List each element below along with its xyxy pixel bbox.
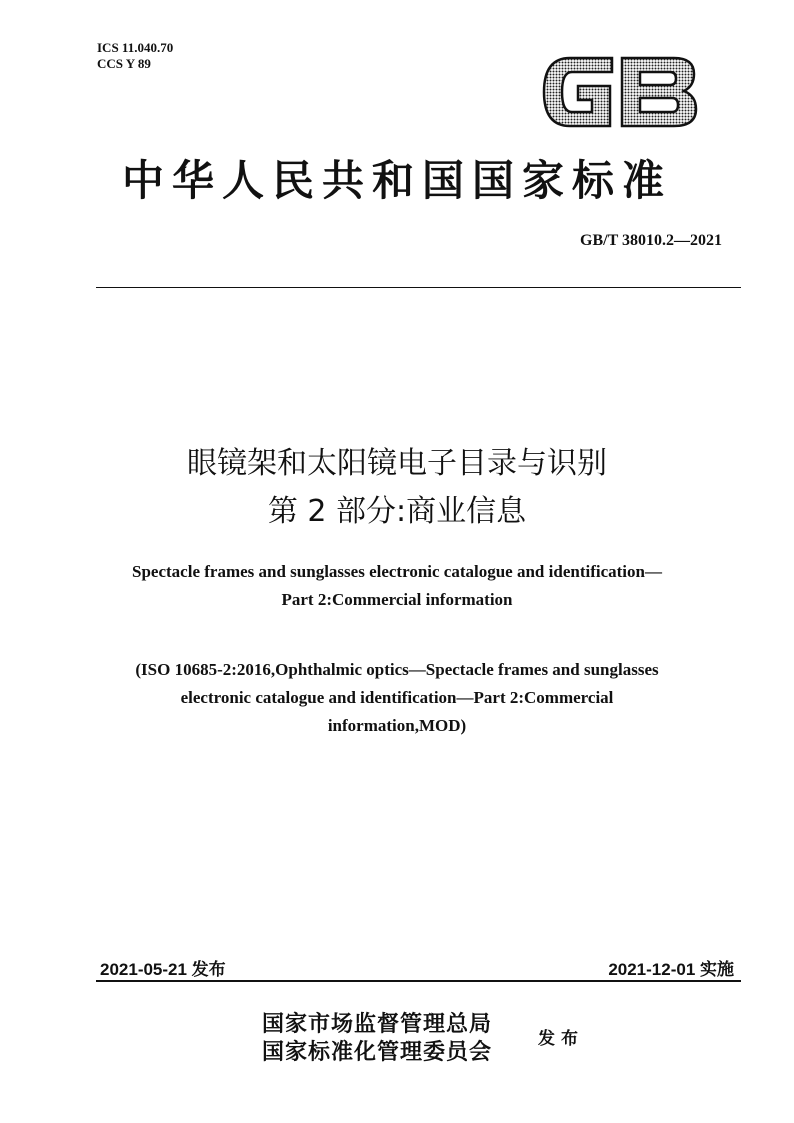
- chinese-title: [0, 440, 794, 536]
- standard-title: 中华人民共和国国家标准: [121, 156, 672, 205]
- english-title-line-1: Spectacle frames and sunglasses electronic catalogue and identification—: [132, 562, 662, 581]
- publisher-block: [262, 1010, 492, 1066]
- footer-divider: [96, 980, 741, 982]
- publish-label: 发布: [538, 1029, 584, 1049]
- classification-codes: [97, 40, 173, 72]
- issue-date: 2021-05-21 发布: [100, 960, 226, 979]
- ccs-code: CCS Y 89: [97, 56, 151, 71]
- gb-logo-icon: [540, 52, 700, 132]
- ics-code: ICS 11.040.70: [97, 40, 174, 55]
- chinese-title-line-2: 第 2 部分:商业信息: [267, 494, 527, 529]
- standard-number: GB/T 38010.2—2021: [580, 232, 722, 249]
- english-title-line-2: Part 2:Commercial information: [281, 590, 513, 609]
- header-divider: [96, 287, 741, 288]
- english-title: [60, 558, 734, 614]
- implementation-date: 2021-12-01 实施: [608, 960, 734, 979]
- chinese-title-line-1: 眼镜架和太阳镜电子目录与识别: [187, 446, 607, 481]
- publisher-line-2: 国家标准化管理委员会: [262, 1039, 493, 1065]
- gb-logo: [540, 52, 700, 132]
- iso-reference: (ISO 10685-2:2016,Ophthalmic optics—Spectacle frames and sunglasses electronic catalogue and identification—Part 2:Commercial information,MOD): [135, 660, 659, 735]
- publisher-line-1: 国家市场监督管理总局: [262, 1011, 493, 1037]
